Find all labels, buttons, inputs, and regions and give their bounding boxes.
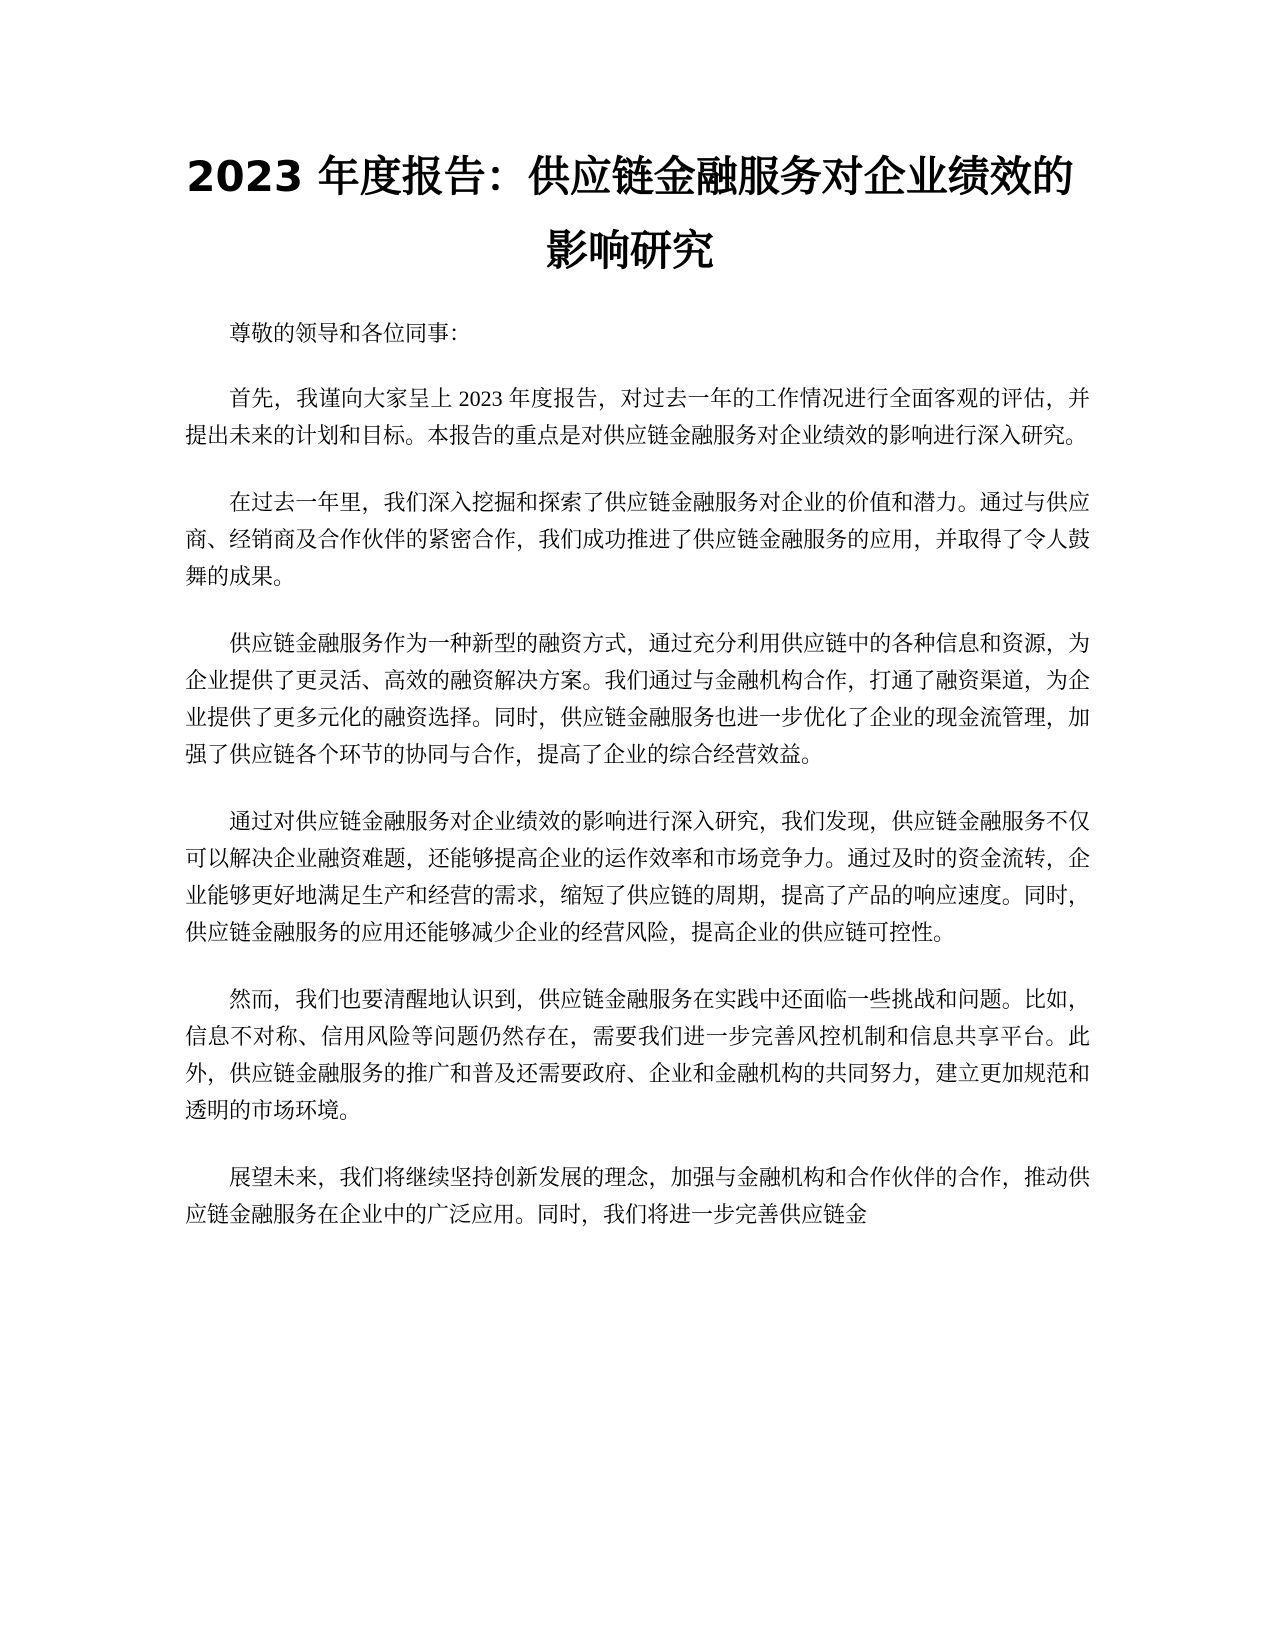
challenges-paragraph: 然而，我们也要清醒地认识到，供应链金融服务在实践中还面临一些挑战和问题。比如，信息不对称、信用风险等问题仍然存在，需要我们进一步完善风控机制和信息共享平台。此外，供应链金融服务的推广和普及还需要政府、企业和金融机构的共同努力，建立更加规范和透明的市场环境。 [185,987,1090,1123]
document-title: 2023 年度报告：供应链金融服务对企业绩效的影响研究 [186,152,1074,275]
document-body [185,315,1090,1263]
outlook-paragraph: 展望未来，我们将继续坚持创新发展的理念，加强与金融机构和合作伙伴的合作，推动供应链金融服务在企业中的广泛应用。同时，我们将进一步完善供应链金 [185,1165,1090,1227]
salutation-paragraph: 尊敬的领导和各位同事： [229,321,472,346]
intro-paragraph: 首先，我谨向大家呈上 2023 年度报告，对过去一年的工作情况进行全面客观的评估，并提出未来的计划和目标。本报告的重点是对供应链金融服务对企业绩效的影响进行深入研究。 [185,386,1090,448]
financing-paragraph: 供应链金融服务作为一种新型的融资方式，通过充分利用供应链中的各种信息和资源，为企业提供了更灵活、高效的融资解决方案。我们通过与金融机构合作，打通了融资渠道，为企业提供了更多元化的融资选择。同时，供应链金融服务也进一步优化了企业的现金流管理，加强了供应链各个环节的协同与合作，提高了企业的综合经营效益。 [185,631,1090,767]
past-year-paragraph: 在过去一年里，我们深入挖掘和探索了供应链金融服务对企业的价值和潜力。通过与供应商、经销商及合作伙伴的紧密合作，我们成功推进了供应链金融服务的应用，并取得了令人鼓舞的成果。 [185,490,1090,589]
findings-paragraph: 通过对供应链金融服务对企业绩效的影响进行深入研究，我们发现，供应链金融服务不仅可以解决企业融资难题，还能够提高企业的运作效率和市场竞争力。通过及时的资金流转，企业能够更好地满足生产和经营的需求，缩短了供应链的周期，提高了产品的响应速度。同时，供应链金融服务的应用还能够减少企业的经营风险，提高企业的供应链可控性。 [185,809,1090,945]
